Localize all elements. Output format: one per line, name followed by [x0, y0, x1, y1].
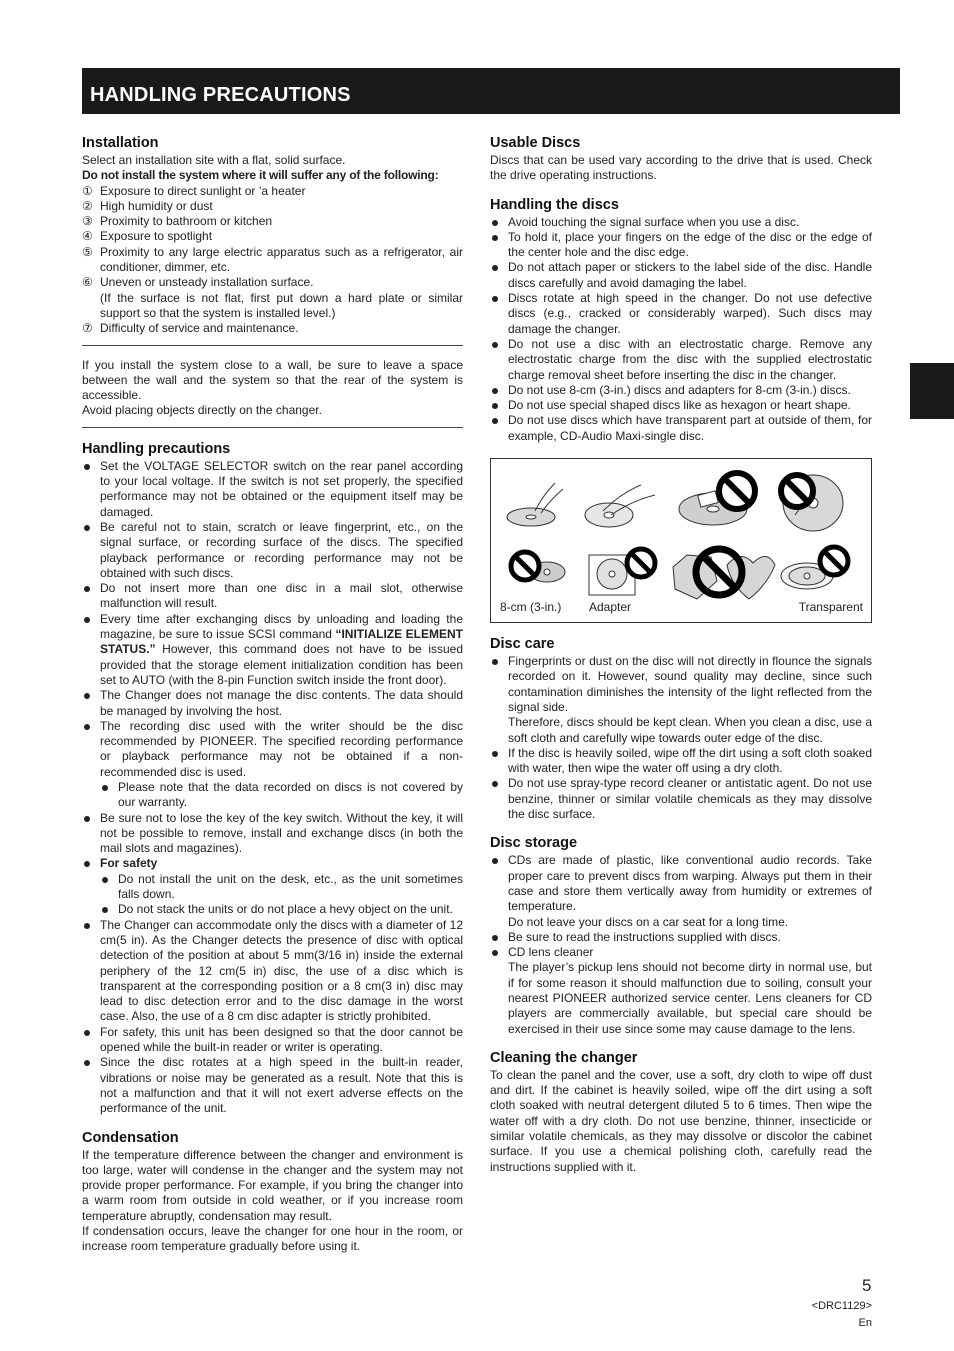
list-item: ⑦ Difficulty of service and maintenance. [82, 321, 299, 336]
list-item: For safety, this unit has been designed so that the door cannot be opened while the built-in reader or writer is operating. [82, 1025, 463, 1056]
list-item: The Changer does not manage the disc contents. The data should be managed by involving the host. [82, 688, 463, 719]
cleaning-heading: Cleaning the changer [490, 1049, 638, 1066]
disc-care-list [490, 654, 872, 822]
caption-transparent: Transparent [798, 600, 863, 615]
handling-precautions-list [82, 459, 463, 1117]
list-item: CDs are made of plastic, like conventional audio records. Take proper care to prevent discs from warping. Always put them in their case and store them vertically away from humidity or extremes of temperature. Do not leave your discs on a car seat for a long time. [490, 853, 872, 929]
list-item: Be sure not to lose the key of the key switch. Without the key, it will not be possible to remove, install and exchange discs (in both the mail slots and magazines). [82, 811, 463, 857]
list-item: The recording disc used with the writer should be the disc recommended by PIONEER. The specified recording performance or playback performance may not be obtained if a non-recommended disc is used. [82, 719, 463, 780]
page-title: HANDLING PRECAUTIONS [90, 84, 351, 106]
left-column [82, 134, 463, 1255]
installation-warning: Do not install the system where it will suffer any of the following: [82, 168, 439, 183]
handling-discs-heading: Handling the discs [490, 196, 619, 213]
list-item: Do not attach paper or stickers to the label side of the disc. Handle discs carefully and avoid damaging the label. [490, 260, 872, 291]
list-item: Be sure to read the instructions supplied with discs. [490, 930, 872, 945]
cleaning-text: To clean the panel and the cover, use a soft, dry cloth to wipe off dust and dirt. If the cabinet is heavily soiled, wipe off the dirt using a soft cloth soaked with neutral detergent diluted 5 to 6 times. Then wipe the water off with a dry cloth. Do not use benzine, thinner, insecticide or similar volatile chemicals, as they may dissolve or discolor the cabinet surface. If you use a chemical polishing cloth, carefully read the instructions supplied with it. [490, 1067, 872, 1174]
list-item: Do not stack the units or do not place a hevy object on the unit. [100, 902, 463, 917]
installation-note: If you install the system close to a wall, be sure to leave a space between the wall and the system so that the rear of the system is accessible. [82, 357, 463, 403]
right-column [490, 134, 872, 1175]
prohibited-icon [781, 475, 813, 507]
list-item: ⑤ Proximity to any large electric apparatus such as a refrigerator, air conditioner, dimmer, etc. [82, 244, 463, 275]
disc-illustrations [491, 459, 871, 622]
list-item: Every time after exchanging discs by unloading and loading the magazine, be sure to issue SCSI command “INITIALIZE ELEMENT STATUS.” However, this command does not have to be issued provided that the storage element initialization condition has been set to AUTO (with the 8-pin Function switch inside the front door). [82, 612, 463, 688]
list-item: Do not use a disc with an electrostatic charge. Remove any electrostatic charge from the disc with the supplied electrostatic charge removal sheet before inserting the disc in the changer. [490, 337, 872, 383]
prohibited-icon [820, 547, 848, 575]
title-banner [82, 68, 900, 114]
list-item: Do not use spray-type record cleaner or antistatic agent. Do not use benzine, thinner or similar volatile chemicals as they may dissolve the disc surface. [490, 776, 872, 822]
installation-intro: Select an installation site with a flat, solid surface. [82, 153, 346, 167]
usable-discs-heading: Usable Discs [490, 135, 581, 151]
list-item: The Changer can accommodate only the discs with a diameter of 12 cm(5 in). As the Changer detects the presence of disc with optical detection of the position at about 5 mm(3/16 in) inside the external periphery of the 12 cm(5 in) disc, the use of a disc which is transparent at the corresponding position or a 8 cm(3 in) disc may lead to disc detection error and to the disc damage in the worst case. Also, the use of a 8 cm disc adapter is strictly prohibited. [82, 918, 463, 1025]
usable-discs-text: Discs that can be used vary according to the drive that is used. Check the drive operating instructions. [490, 153, 872, 183]
disc-storage-heading: Disc storage [490, 835, 578, 852]
list-item: Do not use discs which have transparent part at outside of them, for example, CD-Audio Maxi-single disc. [490, 413, 872, 444]
disc-fingerprint-illustration [507, 483, 563, 526]
list-item: Be careful not to stain, scratch or leave fingerprint, etc., on the signal surface, or recording surface of the discs. The specified playback performance or recording performance may not be obtained with such discs. [82, 520, 463, 581]
list-item: CD lens cleaner The player’s pickup lens should not become dirty in normal use, but if for some reason it should malfunction due to soiling, consult your nearest PIONEER authorized service center. Lens cleaners for CD players are commercially available, but special care should be exercised in their use since some may cause damage to the lens. [490, 945, 872, 1037]
caption-8cm: 8-cm (3-in.) [500, 600, 562, 615]
installation-note-2: Avoid placing objects directly on the changer. [82, 403, 322, 418]
list-item: ③ Proximity to bathroom or kitchen [82, 214, 273, 229]
installation-list [82, 184, 463, 337]
condensation-heading: Condensation [82, 1129, 179, 1146]
list-item: ① Exposure to direct sunlight or ’a heater [82, 183, 306, 198]
disc-hold-illustration [585, 485, 655, 527]
prohibited-icon [511, 552, 539, 580]
list-item: ② High humidity or dust [82, 198, 213, 213]
disc-storage-list [490, 853, 872, 1037]
disc-care-heading: Disc care [490, 636, 555, 653]
safety-heading: For safety [82, 856, 463, 871]
list-item: Do not use special shaped discs like as hexagon or heart shape. [490, 398, 872, 413]
divider [82, 427, 463, 428]
list-item: (If the surface is not flat, first put down a hard plate or similar support so that the system is installed level.) [100, 290, 463, 320]
list-item: To hold it, place your fingers on the edge of the disc or the edge of the center hole and the disc edge. [490, 230, 872, 261]
handling-precautions-heading: Handling precautions [82, 440, 231, 457]
list-item: Do not install the unit on the desk, etc., as the unit sometimes falls down. [100, 872, 463, 903]
handling-discs-list [490, 215, 872, 444]
list-item: ⑥ Uneven or unsteady installation surface. [82, 275, 314, 290]
prohibited-icon [719, 473, 755, 509]
page-number: 5 [862, 1276, 872, 1295]
list-item: Avoid touching the signal surface when you use a disc. [490, 215, 872, 230]
section-tab-marker [910, 363, 954, 419]
list-item: Since the disc rotates at a high speed in the built-in reader, vibrations or noise may be generated as a result. Note that this is not a malfunction and that it will not exert adverse effects on the performance of the unit. [82, 1055, 463, 1116]
condensation-text: If the temperature difference between the changer and environment is too large, water will condense in the changer and the system may not provide proper performance. For example, if you bring the changer into a warm room from outside in cold weather, or if you increase room temperature abruptly, condensation may result. [82, 1147, 463, 1223]
list-item: Do not use 8-cm (3-in.) discs and adapters for 8-cm (3-in.) discs. [490, 383, 872, 398]
prohibited-icon [627, 549, 655, 577]
installation-heading: Installation [82, 135, 159, 151]
list-item: Discs rotate at high speed in the changer. Do not use defective discs (e.g., cracked or considerably warped). Such discs may damage the changer. [490, 291, 872, 337]
list-item: Fingerprints or dust on the disc will not directly in flounce the signals recorded on it. However, sound quality may decline, since such contamination diminishes the intensity of the light reflected from the signal side. Therefore, discs should be kept clean. When you clean a disc, use a soft cloth and carefully wipe towards outer edge of the disc. [490, 654, 872, 746]
condensation-text-2: If condensation occurs, leave the changer for one hour in the room, or increase room temperature gradually before using it. [82, 1224, 463, 1254]
list-item: ④ Exposure to spotlight [82, 229, 213, 244]
document-code: <DRC1129> En [811, 1300, 872, 1329]
caption-adapter: Adapter [589, 600, 632, 615]
list-item: Set the VOLTAGE SELECTOR switch on the rear panel according to your local voltage. If the switch is not set properly, the specified performance may not be obtained or the equipment itself may be damaged. [82, 459, 463, 520]
list-item: Do not insert more than one disc in a mail slot, otherwise malfunction will result. [82, 581, 463, 612]
list-item: If the disc is heavily soiled, wipe off the dirt using a soft cloth soaked with water, then wipe the water off using a dry cloth. [490, 746, 872, 777]
disc-handling-figure [490, 458, 872, 623]
divider [82, 345, 463, 346]
list-item: Please note that the data recorded on discs is not covered by our warranty. [100, 780, 463, 811]
